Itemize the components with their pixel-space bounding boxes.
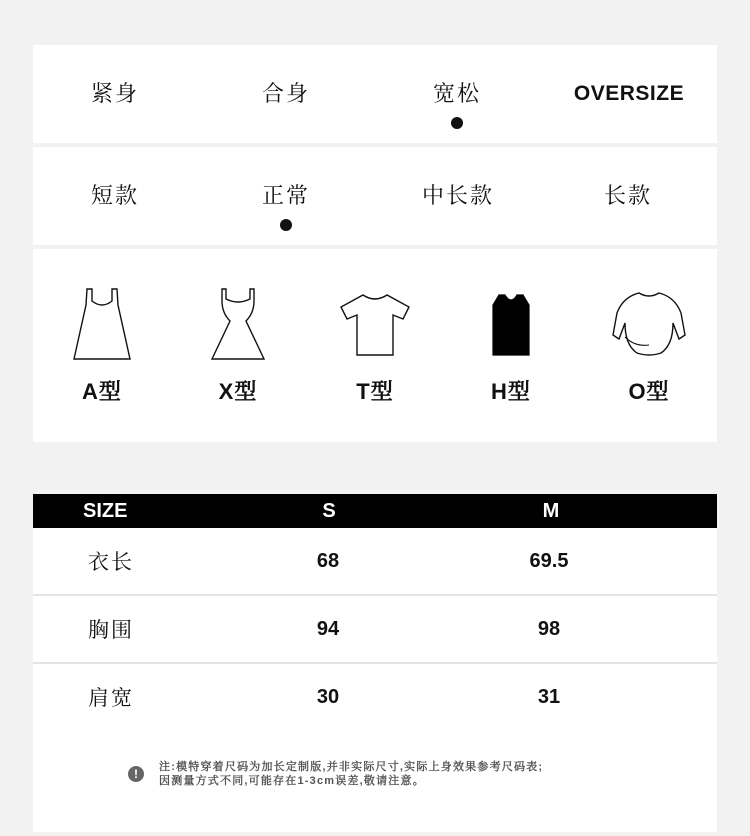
silhouette-label: H型 xyxy=(491,379,531,404)
header-size: SIZE xyxy=(83,499,128,522)
size-table xyxy=(33,528,717,732)
header-m: M xyxy=(542,499,560,522)
silhouette-x[interactable] xyxy=(178,249,298,442)
table-row xyxy=(33,664,717,732)
silhouette-o[interactable] xyxy=(589,249,709,442)
note-line-2: 因测量方式不同,可能存在1-3cm误差,敬请注意。 xyxy=(159,775,425,787)
fit-option-regular[interactable] xyxy=(244,45,328,143)
value-m: 69.5 xyxy=(529,549,569,572)
value-s: 68 xyxy=(316,549,340,572)
value-s: 94 xyxy=(316,617,340,640)
length-option-label: 正常 xyxy=(261,183,310,208)
length-option-label: 短款 xyxy=(90,183,139,208)
fit-option-label: 宽松 xyxy=(432,81,481,106)
t-shirt-icon xyxy=(335,287,415,363)
length-option-mid[interactable] xyxy=(408,147,508,245)
fit-row xyxy=(33,45,717,143)
size-table-header xyxy=(33,494,717,528)
note-line-1: 注:模特穿着尺码为加长定制版,并非实际尺寸,实际上身效果参考尺码表; xyxy=(159,761,544,773)
length-option-label: 长款 xyxy=(603,183,652,208)
silhouette-row xyxy=(33,249,717,442)
silhouette-label: T型 xyxy=(356,379,394,404)
table-row xyxy=(33,596,717,664)
silhouette-label: O型 xyxy=(628,379,670,404)
table-row xyxy=(33,528,717,596)
fit-option-oversize[interactable] xyxy=(563,45,695,143)
fit-option-label: OVERSIZE xyxy=(573,82,685,105)
silhouette-t[interactable] xyxy=(315,249,435,442)
value-s: 30 xyxy=(316,685,340,708)
value-m: 98 xyxy=(537,617,561,640)
length-option-long[interactable] xyxy=(586,147,670,245)
fit-option-label: 紧身 xyxy=(90,81,139,106)
a-line-dress-icon xyxy=(62,287,142,363)
fit-option-loose[interactable] xyxy=(415,45,499,143)
measurement-note xyxy=(33,724,717,832)
silhouette-a[interactable] xyxy=(42,249,162,442)
info-icon: ! xyxy=(128,766,144,782)
o-line-sweater-icon xyxy=(609,287,689,363)
silhouette-label: X型 xyxy=(218,379,258,404)
x-line-dress-icon xyxy=(198,287,278,363)
header-s: S xyxy=(322,499,336,522)
measure-name: 胸围 xyxy=(88,619,134,642)
h-line-tank-top-icon xyxy=(471,287,551,363)
fit-option-label: 合身 xyxy=(261,81,310,106)
selected-dot xyxy=(451,117,463,129)
measure-name: 衣长 xyxy=(88,551,134,574)
selected-dot xyxy=(280,219,292,231)
note-text xyxy=(159,760,543,788)
silhouette-label: A型 xyxy=(82,379,122,404)
length-option-short[interactable] xyxy=(73,147,157,245)
measure-name: 肩宽 xyxy=(88,687,134,710)
length-row xyxy=(33,147,717,245)
silhouette-h[interactable] xyxy=(451,249,571,442)
value-m: 31 xyxy=(537,685,561,708)
length-option-label: 中长款 xyxy=(421,183,494,208)
length-option-normal[interactable] xyxy=(244,147,328,245)
fit-option-tight[interactable] xyxy=(73,45,157,143)
